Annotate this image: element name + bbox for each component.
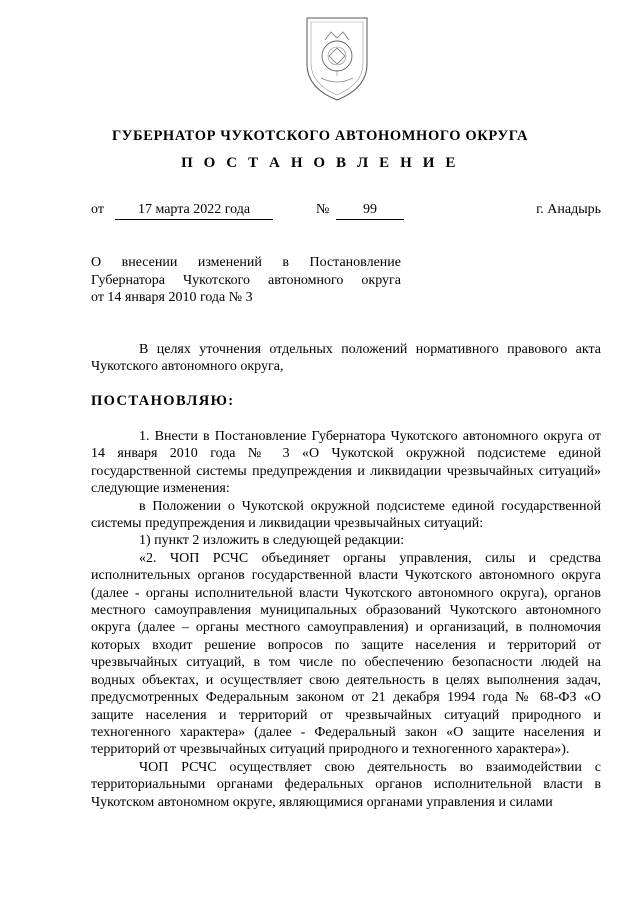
title-line: О внесении изменений в Постановление — [91, 255, 401, 270]
preamble — [91, 341, 601, 376]
number-label: № — [316, 202, 330, 217]
body-paragraph: 1) пункт 2 изложить в следующей редакции: — [139, 533, 405, 549]
document-number: 99 — [336, 202, 404, 220]
resolve-heading: ПОСТАНОВЛЯЮ: — [91, 393, 235, 409]
document-title — [91, 254, 401, 307]
body-paragraph: в Положении о Чукотской окружной подсистеме единой государственной системы предупреждения и ликвидации чрезвычайных ситуаций: — [91, 498, 601, 532]
preamble-text: В целях уточнения отдельных положений нормативного правового акта Чукотского автономного округа, — [91, 342, 601, 375]
title-line: от 14 января 2010 года № 3 — [91, 290, 253, 305]
document-type-heading: П О С Т А Н О В Л Е Н И Е — [181, 155, 459, 171]
city-label: г. Анадырь — [536, 202, 601, 217]
document-date: 17 марта 2022 года — [115, 202, 273, 220]
title-line: Губернатора Чукотского автономного округа — [91, 272, 401, 288]
from-label: от — [91, 202, 104, 217]
authority-heading: ГУБЕРНАТОР ЧУКОТСКОГО АВТОНОМНОГО ОКРУГА — [111, 128, 529, 144]
date-number-line — [91, 202, 601, 222]
body-paragraph: «2. ЧОП РСЧС объединяет органы управления, силы и средства исполнительных органов государственной власти Чукотского автономного округа (далее - органы исполнительной власти Чукотского автономного округа), органов местного самоуправления муниципальных образований Чукотского автономного округа (далее – органы местного самоуправления) и организаций, в полномочия которых входит решение вопросов по защите населения и территорий от чрезвычайных ситуаций, в том числе по обеспечению безопасности людей на водных объектах, и осуществляет свою деятельность в целях выполнения задач, предусмотренных Федеральным законом от 21 декабря 1994 года № 68-ФЗ «О защите населения и территорий от чрезвычайных ситуаций природного и техногенного характера» (далее - Федеральный закон «О защите населения и территорий от чрезвычайных ситуаций природного и техногенного характера»). — [91, 550, 601, 758]
decree-body — [91, 428, 601, 811]
body-paragraph: 1. Внести в Постановление Губернатора Чукотского автономного округа от 14 января 2010 года № 3 «О Чукотской окружной подсистеме единой государственной системы предупреждения и ликвидации чрезвычайных ситуаций» следующие изменения: — [91, 429, 601, 497]
coat-of-arms-icon — [301, 12, 373, 104]
body-paragraph: ЧОП РСЧС осуществляет свою деятельность во взаимодействии с территориальными органами федеральных органов исполнительной власти в Чукотском автономном округе, являющимися органами управления и силами — [91, 759, 601, 810]
